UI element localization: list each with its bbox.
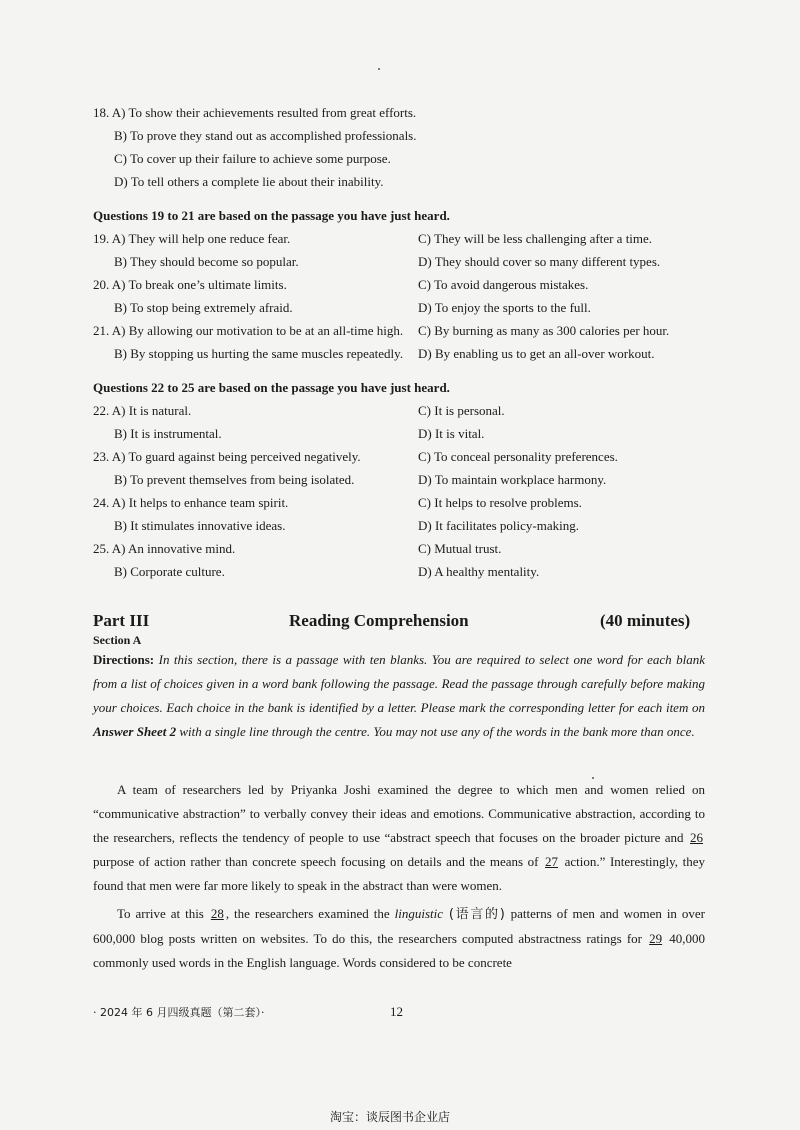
group-heading-19-21: Questions 19 to 21 are based on the passage you have just heard. [93, 208, 450, 223]
q25-option-c: C) Mutual trust. [418, 541, 502, 556]
q18-option-b: B) To prove they stand out as accomplished professionals. [114, 128, 417, 143]
p2-term: linguistic [394, 906, 443, 921]
q23-option-a: 23. A) To guard against being perceived negatively. [93, 449, 361, 464]
q21-option-d: D) By enabling us to get an all-over workout. [418, 346, 655, 361]
directions [93, 648, 705, 744]
q18-option-d: D) To tell others a complete lie about their inability. [114, 174, 384, 189]
q21-option-b: B) By stopping us hurting the same muscles repeatedly. [114, 346, 404, 361]
shop-stamp: 淘宝：谈辰图书企业店 [330, 1110, 451, 1124]
q23-option-b: B) To prevent themselves from being isolated. [114, 472, 355, 487]
part-label: Part III [93, 611, 150, 630]
p2-text-b: , the researchers examined the [225, 906, 395, 921]
blank-28: 28 [210, 906, 224, 921]
scan-speck [378, 68, 380, 70]
q22-option-a: 22. A) It is natural. [93, 403, 192, 418]
p1-text-b: purpose of action rather than concrete speech focusing on details and the means of [93, 854, 544, 869]
part-time: (40 minutes) [600, 611, 691, 630]
q22-option-b: B) It is instrumental. [114, 426, 222, 441]
p2-gloss: (语言的) [443, 907, 511, 922]
q21-option-c: C) By burning as many as 300 calories per hour. [418, 323, 670, 338]
answer-sheet-ref: Answer Sheet 2 [93, 724, 177, 739]
q18-option-c: C) To cover up their failure to achieve some purpose. [114, 151, 391, 166]
q20-option-c: C) To avoid dangerous mistakes. [418, 277, 589, 292]
directions-text-2: with a single line through the centre. You may not use any of the words in the bank more than once. [176, 724, 695, 739]
q18-option-a: 18. A) To show their achievements resulted from great efforts. [93, 105, 417, 120]
q23-option-d: D) To maintain workplace harmony. [418, 472, 607, 487]
q19-option-a: 19. A) They will help one reduce fear. [93, 231, 291, 246]
q19-option-c: C) They will be less challenging after a time. [418, 231, 653, 246]
blank-29: 29 [649, 931, 663, 946]
q22-option-d: D) It is vital. [418, 426, 485, 441]
part-title: Reading Comprehension [289, 611, 469, 630]
p1-text-a: A team of researchers led by Priyanka Joshi examined the degree to which men and women relied on “communicative abstraction” to verbally convey their ideas and emotions. Communicative abstraction, according to the researchers, reflects the tendency of people to use “abstract speech that focuses on the broader picture and [93, 782, 705, 845]
reading-passage [93, 778, 705, 975]
passage-paragraph-1 [93, 778, 705, 898]
footer-label: · 2024 年 6 月四级真题（第二套）· [93, 1006, 265, 1019]
q25-option-d: D) A healthy mentality. [418, 564, 540, 579]
group-heading-22-25: Questions 22 to 25 are based on the passage you have just heard. [93, 380, 450, 395]
q20-option-b: B) To stop being extremely afraid. [114, 300, 293, 315]
q20-option-d: D) To enjoy the sports to the full. [418, 300, 591, 315]
q24-option-c: C) It helps to resolve problems. [418, 495, 582, 510]
q24-option-b: B) It stimulates innovative ideas. [114, 518, 286, 533]
passage-paragraph-2 [93, 902, 705, 975]
q23-option-c: C) To conceal personality preferences. [418, 449, 618, 464]
blank-26: 26 [690, 830, 703, 845]
page-number: 12 [390, 1004, 403, 1019]
q19-option-d: D) They should cover so many different types. [418, 254, 661, 269]
p2-text-c: patterns of men and women in over 600,000 blog posts written on websites. To do this, the researchers computed abstractness ratings for [93, 906, 705, 946]
p2-text-a: To arrive at this [117, 906, 209, 921]
blank-27: 27 [545, 854, 559, 869]
p1-text-c: action.” Interestingly, they found that men were far more likely to speak in the abstract than were women. [93, 854, 705, 893]
directions-label: Directions: [93, 652, 155, 667]
q20-option-a: 20. A) To break one’s ultimate limits. [93, 277, 287, 292]
q25-option-b: B) Corporate culture. [114, 564, 225, 579]
q24-option-a: 24. A) It helps to enhance team spirit. [93, 495, 289, 510]
q19-option-b: B) They should become so popular. [114, 254, 299, 269]
directions-text-1: In this section, there is a passage with ten blanks. You are required to select one word for each blank from a list of choices given in a word bank following the passage. Read the passage through carefully before making your choices. Each choice in the bank is identified by a letter. Please mark the corresponding letter for each item on [93, 652, 705, 715]
q25-option-a: 25. A) An innovative mind. [93, 541, 236, 556]
section-label: Section A [93, 633, 142, 647]
q21-option-a: 21. A) By allowing our motivation to be at an all-time high. [93, 323, 404, 338]
q22-option-c: C) It is personal. [418, 403, 505, 418]
q24-option-d: D) It facilitates policy-making. [418, 518, 580, 533]
p2-text-d: 40,000 commonly used words in the English language. Words considered to be concrete [93, 931, 706, 970]
